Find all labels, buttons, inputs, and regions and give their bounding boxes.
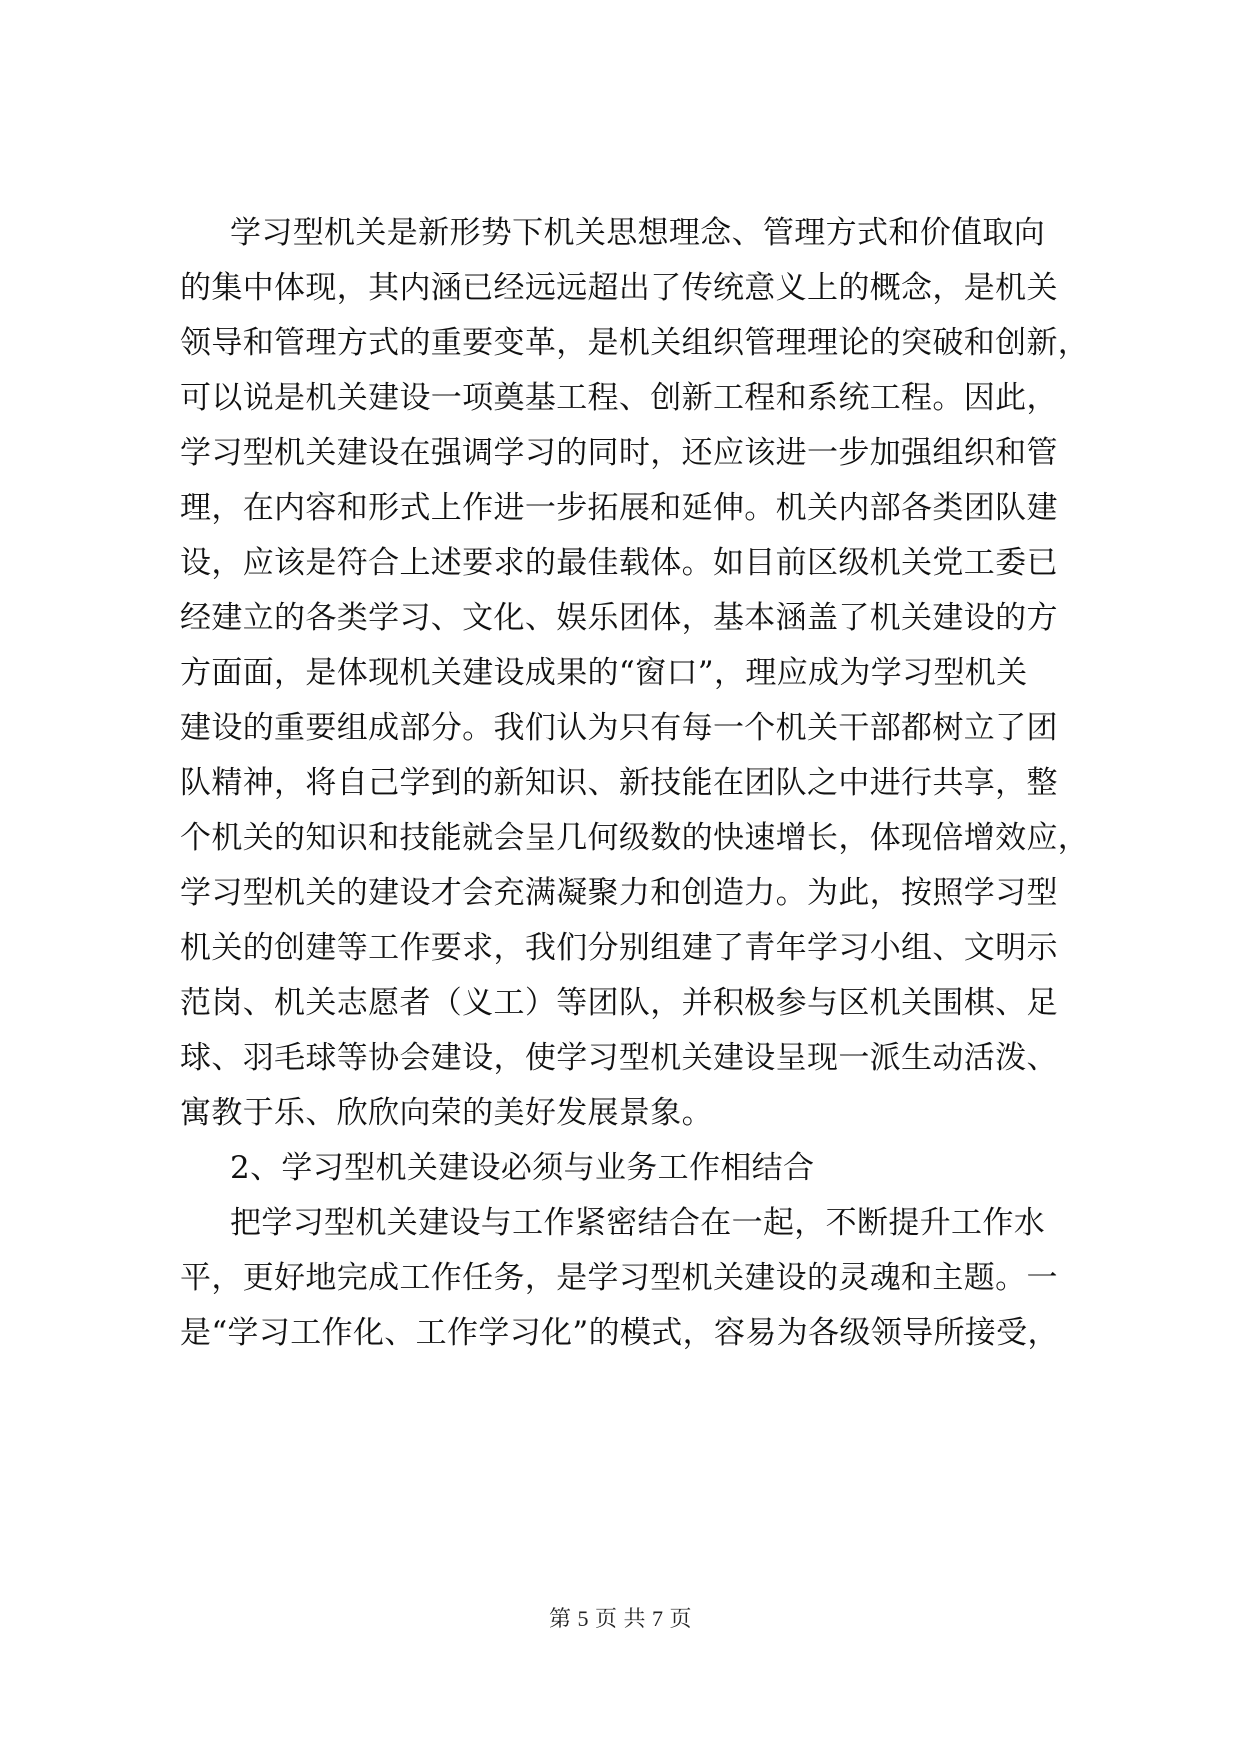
paragraph-line: 学习型机关是新形势下机关思想理念、管理方式和价值取向 <box>230 215 1046 251</box>
page-number-footer: 第 5 页 共 7 页 <box>548 1606 692 1631</box>
paragraph-line: 球、羽毛球等协会建设，使学习型机关建设呈现一派生动活泼、 <box>180 1040 1058 1076</box>
paragraph-line: 机关的创建等工作要求，我们分别组建了青年学习小组、文明示 <box>180 930 1058 966</box>
paragraph-line: 可以说是机关建设一项奠基工程、创新工程和系统工程。因此， <box>180 380 1058 416</box>
paragraph-line: 个机关的知识和技能就会呈几何级数的快速增长，体现倍增效应， <box>180 820 1090 856</box>
paragraph-line: 经建立的各类学习、文化、娱乐团体，基本涵盖了机关建设的方 <box>180 600 1058 636</box>
paragraph-line: 范岗、机关志愿者（义工）等团队，并积极参与区机关围棋、足 <box>180 985 1058 1021</box>
paragraph-line: 学习型机关建设在强调学习的同时，还应该进一步加强组织和管 <box>180 435 1058 471</box>
paragraph-line: 队精神，将自己学到的新知识、新技能在团队之中进行共享，整 <box>180 765 1058 801</box>
paragraph-line: 平，更好地完成工作任务，是学习型机关建设的灵魂和主题。一 <box>180 1260 1058 1296</box>
section-heading: 2、学习型机关建设必须与业务工作相结合 <box>230 1150 815 1186</box>
paragraph-line: 方面面，是体现机关建设成果的“窗口”，理应成为学习型机关 <box>180 655 1028 691</box>
paragraph-line: 领导和管理方式的重要变革，是机关组织管理理论的突破和创新， <box>180 325 1090 361</box>
paragraph-line: 理，在内容和形式上作进一步拓展和延伸。机关内部各类团队建 <box>180 490 1058 526</box>
paragraph-line: 的集中体现，其内涵已经远远超出了传统意义上的概念，是机关 <box>180 270 1058 306</box>
paragraph-line: 设，应该是符合上述要求的最佳载体。如目前区级机关党工委已 <box>180 545 1058 581</box>
paragraph-line: 把学习型机关建设与工作紧密结合在一起，不断提升工作水 <box>230 1205 1046 1241</box>
paragraph-line: 是“学习工作化、工作学习化”的模式，容易为各级领导所接受， <box>180 1315 1059 1351</box>
paragraph-line: 寓教于乐、欣欣向荣的美好发展景象。 <box>180 1095 713 1131</box>
paragraph-line: 学习型机关的建设才会充满凝聚力和创造力。为此，按照学习型 <box>180 875 1058 911</box>
paragraph-line: 建设的重要组成部分。我们认为只有每一个机关干部都树立了团 <box>180 710 1058 746</box>
